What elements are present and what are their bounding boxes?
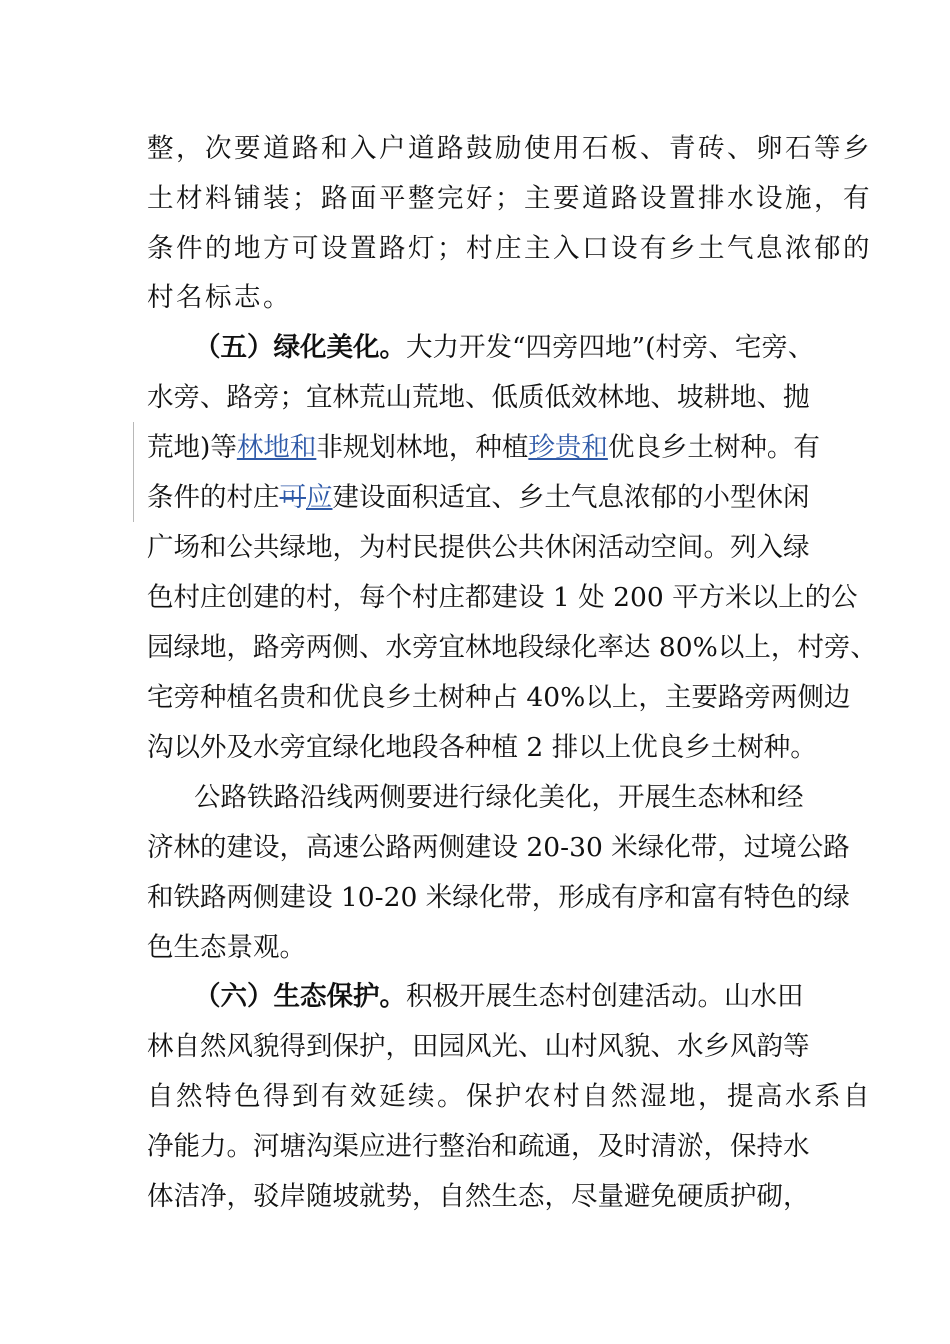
- deleted-text[interactable]: 可: [279, 482, 306, 513]
- text-line: 条件的地方可设置路灯；村庄主入口设有乡土气息浓郁的: [147, 233, 872, 264]
- text-line: 土材料铺装；路面平整完好；主要道路设置排水设施，有: [147, 183, 872, 214]
- section-text: 积极开展生态村创建活动。山水田: [406, 981, 804, 1012]
- text-segment: 非规划林地，种植: [316, 432, 529, 463]
- section-six-line: [194, 978, 804, 1016]
- section-heading: （六）生态保护。: [194, 981, 406, 1012]
- section-five-line: [194, 329, 814, 367]
- text-line: 济林的建设，高速公路两侧建设 20-30 米绿化带，过境公路: [147, 832, 850, 863]
- text-line: 水旁、路旁；宜林荒山荒地、低质低效林地、坡耕地、抛: [147, 382, 810, 413]
- text-line: 林自然风貌得到保护，田园风光、山村风貌、水乡风韵等: [147, 1031, 810, 1062]
- text-line: 村名标志。: [147, 282, 292, 313]
- inserted-text[interactable]: 应: [306, 482, 333, 513]
- text-line: 自然特色得到有效延续。保护农村自然湿地，提高水系自: [147, 1081, 872, 1112]
- section-heading: （五）绿化美化。: [194, 332, 406, 363]
- text-line: 体洁净，驳岸随坡就势，自然生态，尽量避免硬质护砌，: [147, 1181, 810, 1212]
- text-line-revised: [147, 429, 820, 467]
- inserted-text[interactable]: 珍贵和: [528, 432, 608, 463]
- revision-change-bar: [133, 422, 134, 522]
- text-segment: 条件的村庄: [147, 482, 280, 513]
- text-line: 广场和公共绿地，为村民提供公共休闲活动空间。列入绿: [147, 532, 810, 563]
- text-segment: 建设面积适宜、乡土气息浓郁的小型休闲: [332, 482, 810, 513]
- text-line: 色生态景观。: [147, 932, 306, 963]
- paragraph-first-line: 公路铁路沿线两侧要进行绿化美化，开展生态林和经: [194, 782, 804, 813]
- text-line: 整，次要道路和入户道路鼓励使用石板、青砖、卵石等乡: [147, 133, 872, 164]
- text-segment: 优良乡土树种。有: [607, 432, 820, 463]
- text-line: 净能力。河塘沟渠应进行整治和疏通，及时清淤，保持水: [147, 1131, 810, 1162]
- text-line: 宅旁种植名贵和优良乡土树种占 40%以上，主要路旁两侧边: [147, 682, 851, 713]
- text-line: 沟以外及水旁宜绿化地段各种植 2 排以上优良乡土树种。: [147, 732, 817, 763]
- section-text: 大力开发“四旁四地”(村旁、宅旁、: [406, 332, 815, 363]
- text-segment: 荒地)等: [147, 432, 237, 463]
- text-line: 和铁路两侧建设 10-20 米绿化带，形成有序和富有特色的绿: [147, 882, 850, 913]
- text-line: 园绿地，路旁两侧、水旁宜林地段绿化率达 80%以上，村旁、: [147, 632, 877, 663]
- text-line: 色村庄创建的村，每个村庄都建设 1 处 200 平方米以上的公: [147, 582, 858, 613]
- inserted-text[interactable]: 林地和: [236, 432, 317, 463]
- text-line-revised: [147, 479, 810, 517]
